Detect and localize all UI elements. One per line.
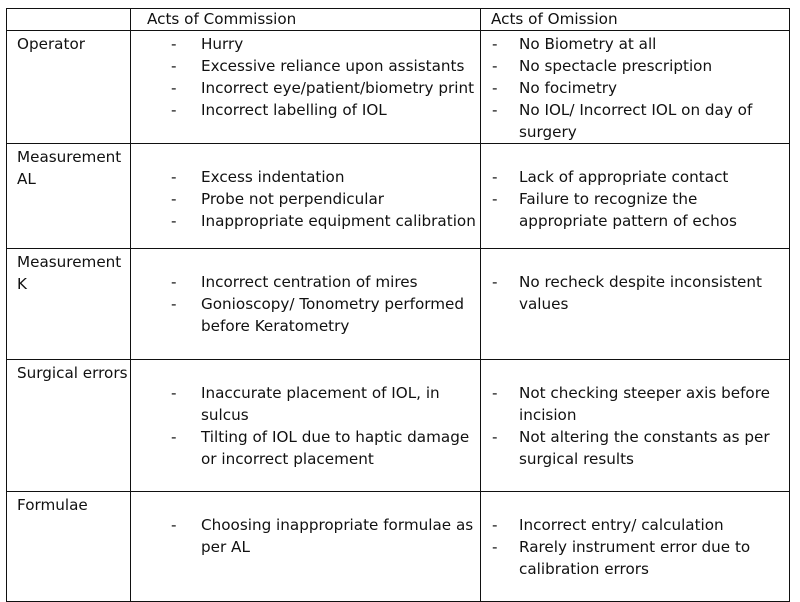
- row-category: Surgical errors: [7, 360, 131, 492]
- list-item: - Incorrect eye/patient/biometry print: [131, 77, 480, 99]
- list-item: - Incorrect centration of mires: [131, 271, 480, 293]
- list-item: - Failure to recognize the appropriate pattern of echos: [481, 188, 789, 232]
- omission-cell: [481, 492, 790, 602]
- list-item: - No Biometry at all: [481, 33, 789, 55]
- row-category: Formulae: [7, 492, 131, 602]
- list-item: - Choosing inappropriate formulae as per AL: [131, 514, 480, 558]
- list-item: - No spectacle prescription: [481, 55, 789, 77]
- header-row: [7, 9, 790, 31]
- row-category: Measurement K: [7, 249, 131, 360]
- list-item: - No IOL/ Incorrect IOL on day of surgery: [481, 99, 789, 143]
- commission-cell: [131, 492, 481, 602]
- list-item: - Gonioscopy/ Tonometry performed before Keratometry: [131, 293, 480, 337]
- omission-cell: [481, 144, 790, 249]
- table-row: [7, 31, 790, 144]
- list-item: - Incorrect entry/ calculation: [481, 514, 789, 536]
- header-commission: Acts of Commission: [131, 9, 481, 31]
- row-category: Operator: [7, 31, 131, 144]
- table-row: [7, 360, 790, 492]
- errors-table: [6, 8, 790, 602]
- list-item: - Probe not perpendicular: [131, 188, 480, 210]
- commission-cell: [131, 31, 481, 144]
- commission-cell: [131, 144, 481, 249]
- list-item: - Hurry: [131, 33, 480, 55]
- commission-cell: [131, 360, 481, 492]
- omission-cell: [481, 360, 790, 492]
- list-item: - Rarely instrument error due to calibration errors: [481, 536, 789, 580]
- table-row: [7, 492, 790, 602]
- list-item: - No focimetry: [481, 77, 789, 99]
- list-item: - No recheck despite inconsistent values: [481, 271, 789, 315]
- table-row: [7, 249, 790, 360]
- header-category: [7, 9, 131, 31]
- list-item: - Not checking steeper axis before incision: [481, 382, 789, 426]
- table-row: [7, 144, 790, 249]
- omission-cell: [481, 249, 790, 360]
- list-item: - Not altering the constants as per surgical results: [481, 426, 789, 470]
- list-item: - Excess indentation: [131, 166, 480, 188]
- list-item: - Inaccurate placement of IOL, in sulcus: [131, 382, 480, 426]
- list-item: - Excessive reliance upon assistants: [131, 55, 480, 77]
- list-item: - Lack of appropriate contact: [481, 166, 789, 188]
- row-category: Measurement AL: [7, 144, 131, 249]
- list-item: - Incorrect labelling of IOL: [131, 99, 480, 121]
- omission-cell: [481, 31, 790, 144]
- header-omission: Acts of Omission: [481, 9, 790, 31]
- list-item: - Inappropriate equipment calibration: [131, 210, 480, 232]
- list-item: - Tilting of IOL due to haptic damage or incorrect placement: [131, 426, 480, 470]
- commission-cell: [131, 249, 481, 360]
